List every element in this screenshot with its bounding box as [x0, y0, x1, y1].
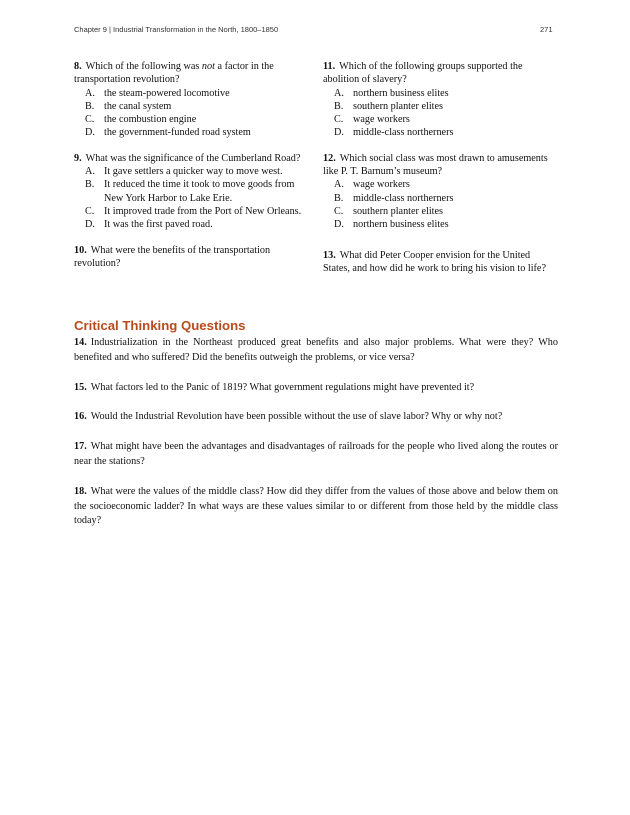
question-10 — [74, 244, 309, 271]
answer-option — [74, 87, 309, 100]
question-11 — [323, 60, 558, 140]
answer-options — [74, 165, 309, 231]
option-label: B. — [334, 192, 344, 204]
option-text: the steam-powered locomotive — [104, 87, 230, 99]
answer-option — [74, 165, 309, 178]
option-text: northern business elites — [353, 87, 449, 99]
question-text: What was the significance of the Cumberland Road? — [85, 152, 301, 164]
answer-option — [323, 87, 558, 100]
answer-option — [74, 205, 309, 218]
option-text: It improved trade from the Port of New Orleans. — [104, 205, 302, 217]
right-column — [323, 60, 558, 287]
question-14 — [74, 336, 558, 366]
option-label: A. — [334, 179, 344, 191]
option-text: northern business elites — [353, 219, 449, 231]
option-text: It was the first paved road. — [104, 219, 213, 231]
option-text: wage workers — [353, 179, 410, 191]
question-number: 9. — [74, 152, 82, 164]
answer-option — [323, 218, 558, 231]
question-17 — [74, 440, 558, 470]
question-text-emphasis: not — [201, 61, 215, 72]
option-label: A. — [334, 87, 344, 99]
question-number: 10. — [74, 244, 87, 256]
question-text: Industrialization in the Northeast produced great benefits and also major problems. What were they? Who benefited and who suffered? Did the benefits outweigh the problems, or vice versa? — [74, 337, 558, 363]
answer-option — [74, 100, 309, 113]
question-text-part: a factor in the transportation revolution? — [74, 61, 274, 86]
answer-options — [74, 87, 309, 140]
option-label: C. — [85, 114, 95, 126]
option-label: A. — [85, 87, 95, 99]
question-number: 17. — [74, 441, 87, 453]
option-label: B. — [85, 179, 95, 191]
question-16 — [74, 410, 558, 425]
question-text: What might have been the advantages and disadvantages of railroads for the people who lived along the routes or near the stations? — [74, 441, 558, 467]
option-label: D. — [334, 127, 344, 139]
option-text: the combustion engine — [104, 114, 197, 126]
question-15 — [74, 381, 558, 396]
option-text: southern planter elites — [353, 205, 443, 217]
section-heading: Critical Thinking Questions — [74, 318, 246, 333]
option-text: southern planter elites — [353, 100, 443, 112]
critical-thinking-questions — [74, 336, 558, 544]
option-label: D. — [334, 219, 344, 231]
question-text: Which social class was most drawn to amusements like P. T. Barnum’s museum? — [323, 152, 548, 178]
running-header: Chapter 9 | Industrial Transformation in the North, 1800–1850 — [74, 25, 279, 34]
answer-option — [323, 192, 558, 205]
answer-options — [323, 87, 558, 140]
question-text: Which of the following groups supported the abolition of slavery? — [323, 61, 523, 86]
option-label: C. — [334, 114, 344, 126]
answer-option — [74, 113, 309, 126]
option-label: A. — [85, 166, 95, 178]
question-text: What did Peter Cooper envision for the United States, and how did he work to bring his vision to life? — [323, 249, 546, 274]
question-text: What factors led to the Panic of 1819? What government regulations might have prevented it? — [90, 381, 475, 393]
option-text: middle-class northerners — [353, 127, 454, 139]
answer-option — [323, 113, 558, 126]
question-text-part: Which of the following was — [85, 61, 202, 72]
answer-option — [323, 100, 558, 113]
answer-option — [323, 126, 558, 139]
question-number: 13. — [323, 249, 336, 261]
question-13 — [323, 249, 558, 276]
option-text: wage workers — [353, 114, 410, 126]
option-label: B. — [334, 100, 344, 112]
page-number: 271 — [540, 25, 553, 34]
answer-option — [74, 126, 309, 139]
option-label: D. — [85, 127, 95, 139]
option-text: It reduced the time it took to move goods from New York Harbor to Lake Erie. — [104, 179, 295, 204]
answer-option — [323, 205, 558, 218]
question-number: 16. — [74, 411, 87, 423]
question-text — [74, 61, 274, 85]
option-label: C. — [334, 205, 344, 217]
question-number: 12. — [323, 152, 336, 164]
question-number: 11. — [323, 61, 336, 72]
question-9 — [74, 152, 309, 232]
answer-options — [323, 178, 558, 231]
question-number: 15. — [74, 381, 87, 393]
left-column — [74, 60, 309, 282]
option-label: D. — [85, 219, 95, 231]
question-text: What were the values of the middle class? How did they differ from the values of those above and below them on the socioeconomic ladder? In what ways are these values similar to or different from those held by the middle class today? — [74, 485, 558, 527]
option-text: the government-funded road system — [104, 127, 251, 139]
answer-option — [74, 178, 309, 205]
option-text: middle-class northerners — [353, 192, 454, 204]
question-text: Would the Industrial Revolution have been possible without the use of slave labor? Why or why not? — [90, 411, 503, 423]
question-text: What were the benefits of the transportation revolution? — [74, 244, 271, 269]
answer-option — [323, 178, 558, 191]
option-label: C. — [85, 205, 95, 217]
option-label: B. — [85, 100, 95, 112]
question-18 — [74, 485, 558, 529]
question-12 — [323, 152, 558, 232]
option-text: It gave settlers a quicker way to move west. — [104, 166, 283, 178]
question-number: 8. — [74, 61, 82, 72]
question-number: 14. — [74, 337, 87, 348]
answer-option — [74, 218, 309, 231]
option-text: the canal system — [104, 100, 172, 112]
question-8 — [74, 60, 309, 140]
question-number: 18. — [74, 485, 87, 497]
